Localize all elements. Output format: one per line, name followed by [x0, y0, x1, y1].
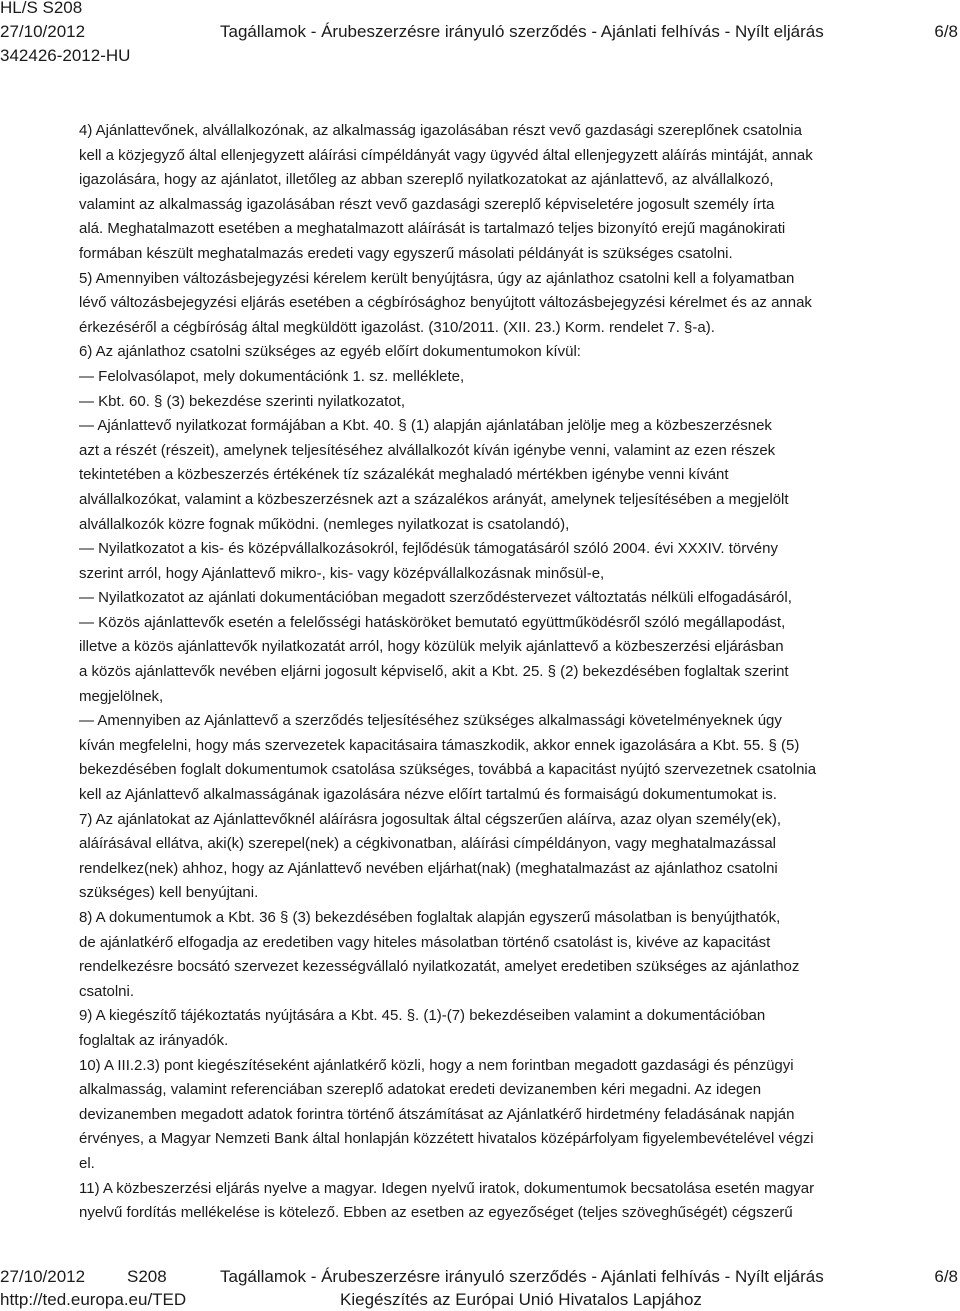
body-line: 9) A kiegészítő tájékoztatás nyújtására a Kbt. 45. §. (1)-(7) bekezdéseiben valamint a dokumentációban	[79, 1007, 766, 1025]
body-line: megjelölnek,	[79, 687, 164, 705]
body-line: illetve a közös ajánlattevők nyilatkozatát arról, hogy közülük melyik ajánlattevő a közbeszerzési eljárásban	[79, 638, 784, 656]
body-line: alá. Meghatalmazott esetében a meghatalmazott aláírását is tartalmazó teljes bizonyító erejű magánokirati	[79, 220, 786, 238]
body-line: 10) A III.2.3) pont kiegészítéseként ajánlatkérő közli, hogy a nem forintban megadott gazdasági és pénzügyi	[79, 1056, 794, 1074]
body-line: kell az Ajánlattevő alkalmasságának igazolására nézve előírt tartalmú és formaiságú dokumentumokat is.	[79, 786, 777, 804]
body-line: szerint arról, hogy Ajánlattevő mikro-, kis- vagy középvállalkozásnak minősül-e,	[79, 564, 605, 582]
body-line: szükséges) kell benyújtani.	[79, 884, 259, 902]
body-line: igazolására, hogy az ajánlatot, illetőleg az abban szereplő nyilatkozatokat az ajánlattevő, az alvállalkozó,	[79, 171, 774, 189]
body-line: rendelkez(nek) ahhoz, hogy az Ajánlattevő nevében eljárhat(nak) (meghatalmazást az ajánlathoz csatolni	[79, 859, 778, 877]
body-line: csatolni.	[79, 982, 135, 1000]
body-line: 8) A dokumentumok a Kbt. 36 § (3) bekezdésében foglaltak alapján egyszerű másolatban is benyújthatók,	[79, 909, 781, 926]
body-line: valamint az alkalmasság igazolásában részt vevő gazdasági szereplő képviseletére jogosult személy írta	[79, 195, 775, 213]
body-line: alvállalkozók közre fognak működni. (nemleges nyilatkozat is csatolandó),	[79, 515, 570, 533]
body-line: 5) Amennyiben változásbejegyzési kérelem került benyújtásra, úgy az ajánlathoz csatolni kell a folyamatban	[79, 269, 795, 287]
body-line: kíván megfelelni, hogy más szervezetek kapacitásaira támaszkodik, akkor ennek igazolására a Kbt. 55. § (5)	[79, 736, 800, 754]
body-line: lévő változásbejegyzési eljárás esetében a cégbírósághoz benyújtott változásbejegyzési kérelmet és az annak	[79, 294, 812, 312]
document-body	[79, 119, 939, 1226]
body-line: érkezéséről a cégbíróság által megküldött igazolást. (310/2011. (XII. 23.) Korm. rendelet 7. §-a).	[79, 318, 715, 336]
body-line: — Közös ajánlattevők esetén a felelősségi hatásköröket bemutató együttműködésről szóló megállapodást,	[79, 613, 786, 631]
footer-publication: Kiegészítés az Európai Unió Hivatalos Lapjához	[340, 1290, 702, 1309]
header-title: Tagállamok - Árubeszerzésre irányuló szerződés - Ajánlati felhívás - Nyílt eljárás	[220, 22, 824, 41]
body-line: alkalmasság, valamint referenciában szereplő adatokat eredeti devizanemben kéri megadni. Az idegen	[79, 1081, 762, 1099]
body-line: azt a részét (részeit), amelynek teljesítéséhez alvállalkozót kíván igénybe venni, valamint az ezen részek	[79, 441, 776, 459]
body-line: formában készült meghatalmazás eredeti vagy egyszerű másolati példányát is szükséges csatolni.	[79, 244, 733, 262]
body-line: nyelvű fordítás mellékelése is kötelező. Ebben az esetben az egyezőséget (teljes szöveghűségét) cégszerű	[79, 1204, 793, 1222]
body-line: 6) Az ajánlathoz csatolni szükséges az egyéb előírt dokumentumokon kívül:	[79, 343, 581, 361]
body-line: aláírásával ellátva, aki(k) szerepel(nek) a cégkivonatban, aláírási címpéldányon, vagy meghatalmazással	[79, 835, 777, 853]
header-notice-id: 342426-2012-HU	[0, 46, 131, 65]
body-line: rendelkezésre bocsátó szervezet kezességvállaló nyilatkozatát, amelyet eredetiben szükséges az ajánlathoz	[79, 958, 800, 976]
body-line: foglaltak az irányadók.	[79, 1031, 229, 1049]
body-line: 4) Ajánlattevőnek, alvállalkozónak, az alkalmasság igazolásában részt vevő gazdasági szereplőnek csatolnia	[79, 122, 802, 139]
body-line: — Kbt. 60. § (3) bekezdése szerinti nyilatkozatot,	[79, 392, 405, 410]
body-line: el.	[79, 1154, 95, 1172]
header-date: 27/10/2012	[0, 22, 86, 41]
footer-url[interactable]: http://ted.europa.eu/TED	[0, 1290, 187, 1309]
footer-title: Tagállamok - Árubeszerzésre irányuló szerződés - Ajánlati felhívás - Nyílt eljárás	[220, 1267, 824, 1286]
body-line: tekintetében a közbeszerzés értékének tíz százalékát meghaladó mértékben igénybe venni kívánt	[79, 466, 729, 484]
body-line: — Ajánlattevő nyilatkozat formájában a Kbt. 40. § (1) alapján ajánlatában jelölje meg a közbeszerzésnek	[79, 417, 772, 435]
body-line: alvállalkozókat, valamint a közbeszerzésnek azt a százalékos arányát, amelynek teljesítésében a megjelölt	[79, 490, 789, 508]
footer-page-number: 6/8	[934, 1267, 958, 1286]
body-line: — Felolvasólapot, mely dokumentációnk 1. sz. melléklete,	[79, 367, 465, 385]
body-line: érvényes, a Magyar Nemzeti Bank által honlapján közzétett hivatalos középárfolyam figyelembevételével végzi	[79, 1130, 814, 1148]
body-line: — Nyilatkozatot a kis- és középvállalkozásokról, fejlődésük támogatásáról szóló 2004. évi XXXIV. törvény	[79, 540, 778, 558]
body-line: a közös ajánlattevők nevében eljárni jogosult képviselő, akit a Kbt. 25. § (2) bekezdésében foglaltak szerint	[79, 663, 789, 681]
footer-series: S208	[127, 1267, 167, 1286]
body-line: de ajánlatkérő elfogadja az eredetiben vagy hiteles másolatban történő csatolást is, kivéve az kapacitást	[79, 933, 771, 951]
body-line: — Nyilatkozatot az ajánlati dokumentációban megadott szerződéstervezet változtatás nélküli elfogadásáról,	[79, 589, 792, 607]
header-doc-ref: HL/S S208	[0, 0, 83, 17]
body-line: kell a közjegyző által ellenjegyzett aláírási címpéldányát vagy ügyvéd által ellenjegyzett aláírás mintáját, annak	[79, 146, 813, 164]
body-line: 11) A közbeszerzési eljárás nyelve a magyar. Idegen nyelvű iratok, dokumentumok becsatolása esetén magyar	[79, 1179, 815, 1197]
footer-date: 27/10/2012	[0, 1267, 86, 1286]
body-line: — Amennyiben az Ajánlattevő a szerződés teljesítéséhez szükséges alkalmassági követelményeknek úgy	[79, 712, 782, 730]
body-line: 7) Az ajánlatokat az Ajánlattevőknél aláírásra jogosultak által cégszerűen aláírva, azaz olyan személy(ek),	[79, 810, 782, 828]
body-line: bekezdésében foglalt dokumentumok csatolása szükséges, továbbá a kapacitást nyújtó szervezetnek csatolnia	[79, 761, 817, 779]
header-page-number: 6/8	[934, 22, 958, 41]
body-line: devizanemben megadott adatok forintra történő átszámításat az Ajánlatkérő hirdetmény feladásának napján	[79, 1105, 795, 1123]
